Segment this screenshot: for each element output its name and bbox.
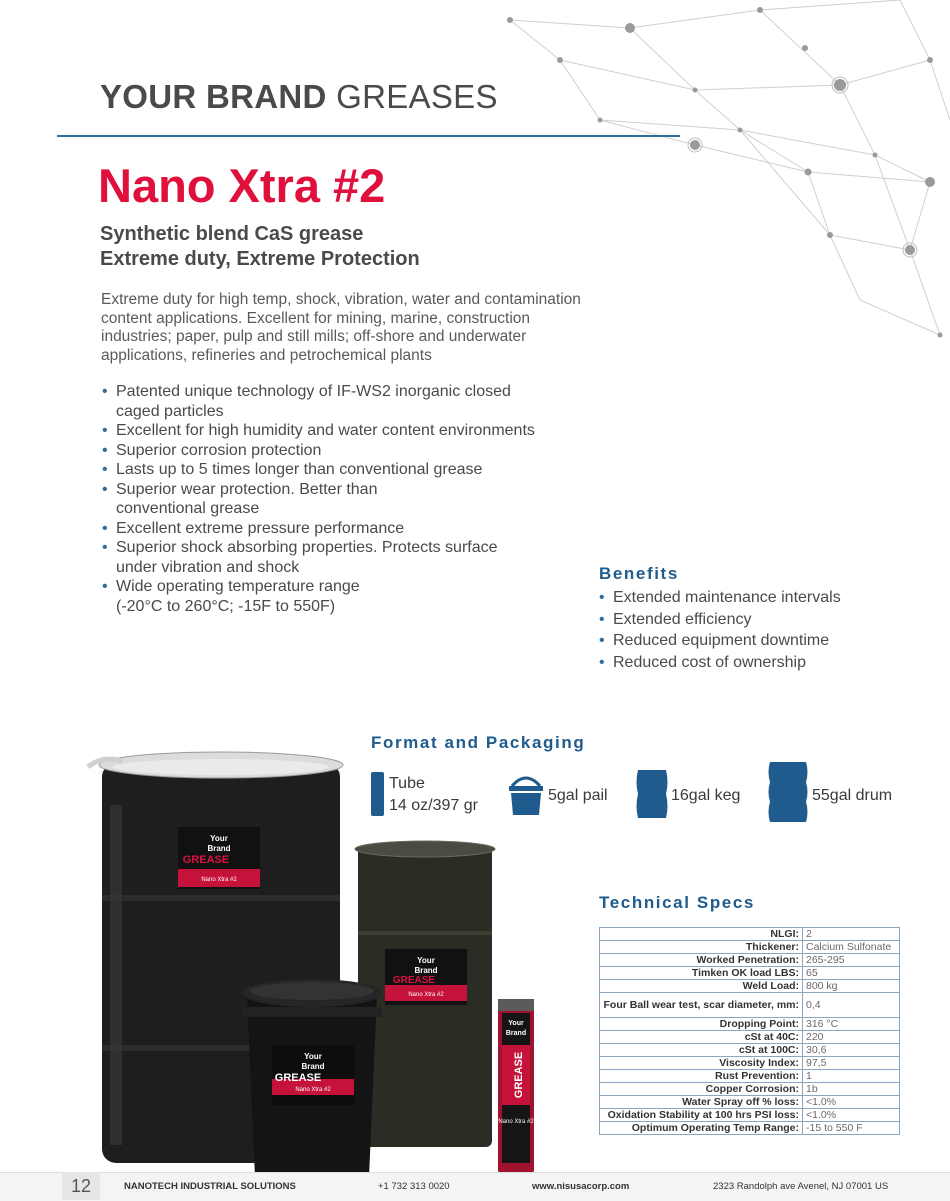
spec-value: 1 [803, 1070, 900, 1083]
spec-label: Thickener: [600, 941, 803, 954]
spec-label: Weld Load: [600, 980, 803, 993]
feature-item [100, 421, 620, 441]
benefit-item: • Reduced equipment downtime [597, 630, 937, 652]
pail-label-product: Nano Xtra #2 [295, 1087, 331, 1093]
tube-label-brand-2: Brand [505, 1030, 527, 1037]
spec-label: Rust Prevention: [600, 1070, 803, 1083]
table-row [600, 1031, 900, 1044]
brand-title [100, 78, 498, 116]
keg-icon [636, 770, 668, 818]
spec-value: 220 [803, 1031, 900, 1044]
feature-text: caged particles [116, 402, 224, 420]
keg-label: 16gal keg [671, 787, 741, 804]
feature-item [100, 382, 620, 421]
spec-label: Four Ball wear test, scar diameter, mm: [600, 993, 803, 1018]
footer-website-link[interactable]: www.nisusacorp.com [532, 1181, 630, 1192]
spec-label: Worked Penetration: [600, 954, 803, 967]
table-row [600, 993, 900, 1018]
product-subtitle-line-1: Synthetic blend CaS grease [100, 223, 364, 245]
feature-item [100, 460, 620, 480]
table-row [600, 954, 900, 967]
spec-value: <1.0% [803, 1109, 900, 1122]
pail-label-brand: Your [304, 1052, 322, 1061]
table-row [600, 1122, 900, 1135]
feature-text: • Lasts up to 5 times longer than conventional grease [116, 461, 483, 478]
pail-label: 5gal pail [548, 787, 608, 804]
drum-label-brand: Your [210, 834, 228, 843]
spec-value: 265-295 [803, 954, 900, 967]
feature-text: • Superior shock absorbing properties. Protects surface [116, 539, 498, 556]
benefits-list [597, 587, 937, 673]
feature-text: • Superior wear protection. Better than [116, 480, 378, 498]
intro-line: industries; paper, pulp and still mills; off-shore and underwater [101, 328, 527, 345]
table-row [600, 941, 900, 954]
drum-label-product: Nano Xtra #2 [201, 877, 237, 883]
feature-text: • Superior corrosion protection [116, 441, 322, 459]
tube-label-grease: GREASE [513, 1051, 525, 1099]
tube-size-label: 14 oz/397 gr [389, 797, 478, 814]
spec-label: NLGI: [600, 928, 803, 941]
intro-line: Extreme duty for high temp, shock, vibration, water and contamination [101, 291, 581, 308]
product-packaging-image [82, 745, 552, 1185]
feature-item [100, 577, 620, 616]
feature-text: under vibration and shock [116, 558, 300, 576]
spec-label: Dropping Point: [600, 1018, 803, 1031]
spec-label: cSt at 100C: [600, 1044, 803, 1057]
spec-value: Calcium Sulfonate [803, 941, 900, 954]
pail-label-grease: GREASE [274, 1072, 322, 1084]
feature-item [100, 441, 620, 461]
spec-value: 316 °C [803, 1018, 900, 1031]
benefits-heading: Benefits [599, 564, 679, 583]
feature-item [100, 538, 620, 577]
table-row [600, 1096, 900, 1109]
table-row [600, 1018, 900, 1031]
footer-address: 2323 Randolph ave Avenel, NJ 07001 US [713, 1181, 889, 1192]
table-row [600, 1109, 900, 1122]
table-row [600, 928, 900, 941]
benefit-item: • Extended efficiency [597, 609, 937, 631]
benefit-item: • Extended maintenance intervals [597, 587, 937, 609]
spec-label: Timken OK load LBS: [600, 967, 803, 980]
intro-line: applications, refineries and petrochemical plants [101, 346, 432, 364]
intro-line: content applications. Excellent for mining, marine, construction [101, 309, 531, 327]
product-subtitle-line-2: Extreme duty, Extreme Protection [100, 248, 420, 270]
spec-label: cSt at 40C: [600, 1031, 803, 1044]
spec-value: 800 kg [803, 980, 900, 993]
feature-text: • Excellent for high humidity and water content environments [116, 422, 535, 439]
table-row [600, 1044, 900, 1057]
drum-label: 55gal drum [812, 787, 893, 804]
spec-value: 65 [803, 967, 900, 980]
feature-text: (-20°C to 260°C; -15F to 550F) [116, 597, 336, 615]
feature-text: • Patented unique technology of IF-WS2 inorganic closed [116, 383, 511, 400]
spec-label: Copper Corrosion: [600, 1083, 803, 1096]
tube-label: Tube [389, 775, 425, 792]
table-row [600, 1057, 900, 1070]
spec-label: Water Spray off % loss: [600, 1096, 803, 1109]
drum-label-brand-2: Brand [207, 844, 231, 853]
drum-icon [767, 762, 809, 822]
drum-label-grease: GREASE [182, 854, 230, 866]
brand-title-bold: YOUR BRAND [100, 78, 327, 115]
footer-company: NANOTECH INDUSTRIAL SOLUTIONS [124, 1181, 296, 1192]
feature-item [100, 480, 620, 519]
feature-text: conventional grease [116, 500, 260, 517]
spec-label: Oxidation Stability at 100 hrs PSI loss: [600, 1109, 803, 1122]
product-name: Nano Xtra #2 [98, 159, 386, 212]
specs-table [599, 927, 900, 1135]
feature-text: • Wide operating temperature range [116, 578, 360, 595]
table-row [600, 1083, 900, 1096]
title-divider [57, 135, 680, 137]
pail-label-brand-2: Brand [301, 1062, 325, 1071]
spec-value: 0,4 [803, 993, 900, 1018]
keg-label-grease: GREASE [392, 975, 436, 986]
product-intro [101, 291, 641, 365]
specs-heading: Technical Specs [599, 893, 755, 912]
table-row [600, 1070, 900, 1083]
spec-value: 30,6 [803, 1044, 900, 1057]
spec-value: 2 [803, 928, 900, 941]
spec-value: -15 to 550 F [803, 1122, 900, 1135]
page-number: 12 [62, 1172, 100, 1200]
table-row [600, 967, 900, 980]
spec-value: 1b [803, 1083, 900, 1096]
spec-value: 97,5 [803, 1057, 900, 1070]
keg-label-brand: Your [417, 956, 435, 965]
spec-label: Viscosity Index: [600, 1057, 803, 1070]
benefit-item: • Reduced cost of ownership [597, 652, 937, 674]
spec-label: Optimum Operating Temp Range: [600, 1122, 803, 1135]
keg-label-product: Nano Xtra #2 [408, 992, 444, 998]
footer-phone[interactable]: +1 732 313 0020 [378, 1181, 450, 1192]
table-row [600, 980, 900, 993]
feature-text: • Excellent extreme pressure performance [116, 519, 405, 537]
tube-label-brand: Your [508, 1020, 524, 1027]
tube-label-product: Nano Xtra #2 [498, 1119, 534, 1125]
feature-list [100, 382, 620, 616]
packaging-heading: Format and Packaging [371, 733, 586, 752]
spec-value: <1.0% [803, 1096, 900, 1109]
feature-item [100, 519, 620, 539]
brand-title-light: GREASES [336, 78, 498, 115]
keg-label-brand-2: Brand [414, 966, 438, 975]
